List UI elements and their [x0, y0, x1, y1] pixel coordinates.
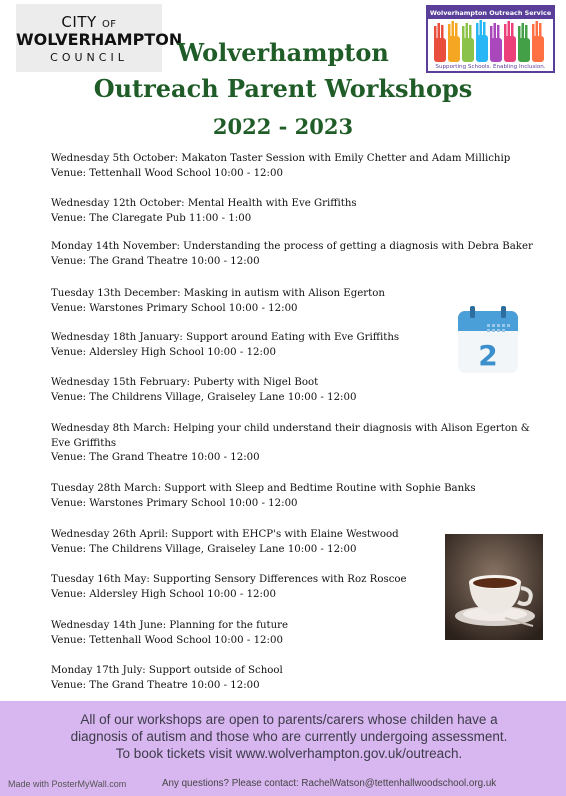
list-item [51, 664, 551, 693]
outreach-logo-tagline: Supporting Schools. Enabling Inclusion. [435, 64, 546, 70]
list-item [51, 240, 551, 269]
contact-info: Any questions? Please contact: RachelWatson@tettenhallwoodschool.org.uk [162, 778, 497, 789]
workshop-title: Tuesday 13th December: Masking in autism with Alison Egerton [51, 288, 385, 299]
teacup-image [445, 534, 543, 640]
workshop-info [24, 711, 554, 762]
workshop-venue: Venue: The Grand Theatre 10:00 - 12:00 [51, 452, 260, 463]
workshop-title: Monday 17th July: Support outside of School [51, 665, 283, 676]
workshop-title: Tuesday 16th May: Supporting Sensory Differences with Roz Roscoe [51, 574, 407, 585]
calendar-day: 2 [478, 339, 498, 372]
workshop-title: Wednesday 5th October: Makaton Taster Session with Emily Chetter and Adam Millichip [51, 153, 511, 164]
made-with-credit: Made with PosterMyWall.com [8, 779, 127, 789]
workshop-title: Wednesday 15th February: Puberty with Nigel Boot [51, 377, 319, 388]
list-item [51, 152, 551, 181]
list-item [51, 619, 436, 648]
workshop-title: Wednesday 14th June: Planning for the future [51, 620, 289, 631]
workshop-venue: Venue: Warstones Primary School 10:00 - 12:00 [51, 497, 298, 509]
workshop-venue: Venue: The Childrens Village, Graiseley Lane 10:00 - 12:00 [51, 391, 357, 403]
list-item [51, 573, 436, 602]
workshop-venue: Venue: The Grand Theatre 10:00 - 12:00 [51, 255, 260, 267]
outreach-logo-title: Wolverhampton Outreach Service [429, 9, 552, 17]
workshop-venue: Venue: Aldersley High School 10:00 - 12:00 [51, 588, 276, 600]
calendar-icon [456, 305, 520, 375]
workshop-venue: Venue: Tettenhall Wood School 10:00 - 12:00 [51, 634, 283, 646]
hand-icon [518, 23, 530, 62]
workshop-title: Wednesday 8th March: Helping your child understand their diagnosis with Alison Egerton & Eve Griffiths [51, 423, 530, 449]
workshop-title: Wednesday 12th October: Mental Health with Eve Griffiths [51, 198, 357, 209]
academic-years: 2022 - 2023 [212, 114, 354, 139]
info-line: diagnosis of autism and those who are currently undergoing assessment. [70, 729, 508, 744]
workshop-venue: Venue: The Grand Theatre 10:00 - 12:00 [51, 679, 260, 691]
council-logo-council: COUNCIL [50, 51, 128, 64]
workshop-venue: Venue: Tettenhall Wood School 10:00 - 12:00 [51, 167, 283, 179]
workshop-venue: Venue: The Claregate Pub 11:00 - 1:00 [51, 212, 252, 224]
list-item [51, 376, 451, 405]
council-logo-name: WOLVERHAMPTON [16, 30, 183, 49]
list-item [51, 287, 451, 316]
workshop-title: Wednesday 26th April: Support with EHCP's with Elaine Westwood [51, 529, 399, 540]
workshop-title: Wednesday 18th January: Support around Eating with Eve Griffiths [51, 332, 400, 343]
list-item [51, 482, 551, 511]
list-item [51, 528, 436, 557]
workshop-venue: Venue: The Childrens Village, Graiseley Lane 10:00 - 12:00 [51, 543, 357, 555]
list-item [51, 422, 551, 466]
workshop-venue: Venue: Warstones Primary School 10:00 - 12:00 [51, 302, 298, 314]
council-logo-city: CITY [61, 13, 97, 31]
page-title-line1: Wolverhampton [177, 38, 389, 67]
hand-icon [532, 21, 544, 62]
workshop-title: Tuesday 28th March: Support with Sleep and Bedtime Routine with Sophie Banks [51, 483, 476, 494]
workshop-venue: Venue: Aldersley High School 10:00 - 12:00 [51, 346, 276, 358]
footer-panel [0, 701, 566, 796]
info-line: To book tickets visit www.wolverhampton.gov.uk/outreach. [115, 746, 463, 761]
info-line: All of our workshops are open to parents/carers whose childen have a [80, 712, 498, 727]
council-logo-of: OF [101, 19, 117, 30]
page-title-line2: Outreach Parent Workshops [93, 74, 473, 103]
list-item [51, 331, 451, 360]
list-item [51, 197, 551, 226]
workshop-title: Monday 14th November: Understanding the process of getting a diagnosis with Debra Baker [51, 241, 533, 252]
